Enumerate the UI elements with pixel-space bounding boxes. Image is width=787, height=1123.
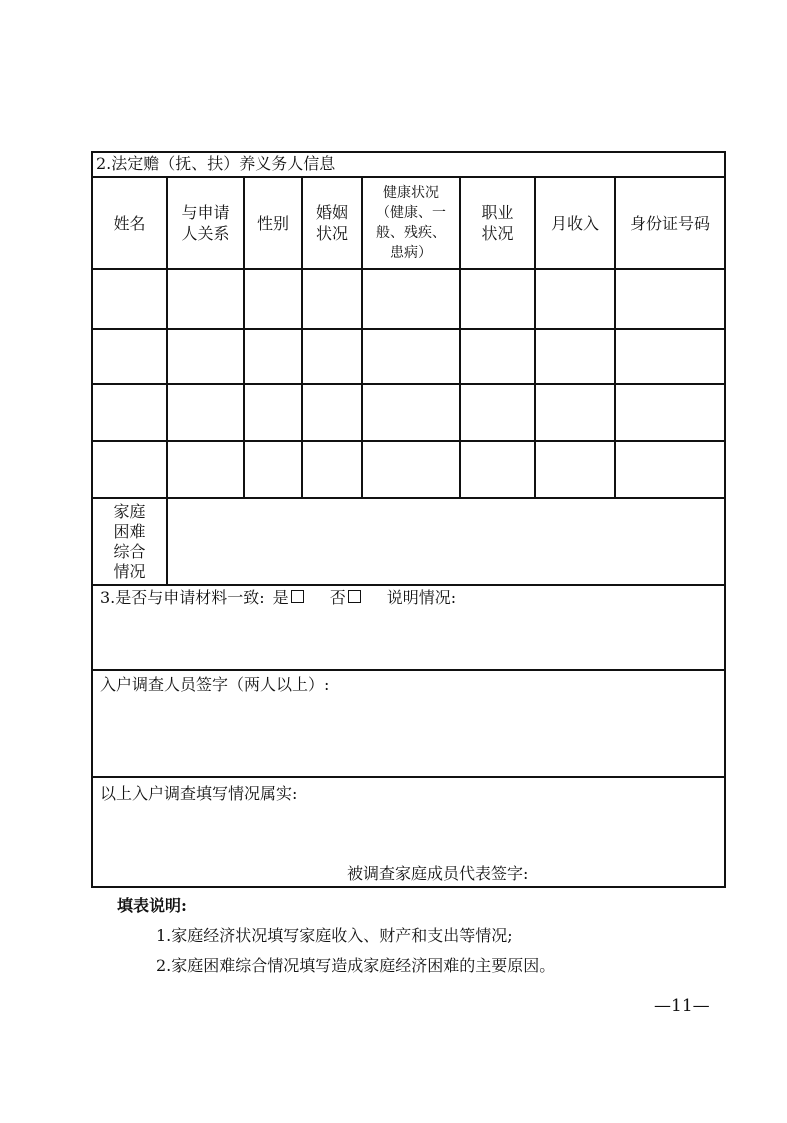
header-income: 月收入 xyxy=(550,213,599,233)
header-health: 健康状况 （健康、一 般、残疾、 患病） xyxy=(376,185,446,261)
page-number: —11— xyxy=(654,996,710,1016)
family-signature-label: 被调查家庭成员代表签字: xyxy=(347,864,529,883)
rule xyxy=(91,584,726,586)
note-item: 1.家庭经济状况填写家庭收入、财产和支出等情况; xyxy=(156,926,513,945)
rule xyxy=(91,776,726,778)
section-2-title: 2.法定赡（抚、扶）养义务人信息 xyxy=(96,154,336,173)
table-row xyxy=(93,385,724,440)
rule xyxy=(91,669,726,671)
note-item: 2.家庭困难综合情况填写造成家庭经济困难的主要原因。 xyxy=(156,956,556,975)
header-marital: 婚姻 状况 xyxy=(315,203,348,243)
table-row xyxy=(93,270,724,328)
section-3-consistency xyxy=(100,588,456,608)
investigator-signature-field[interactable] xyxy=(93,700,724,776)
notes-title: 填表说明: xyxy=(117,896,187,915)
header-name: 姓名 xyxy=(113,213,146,233)
investigator-signature-label: 入户调查人员签字（两人以上）: xyxy=(100,675,330,694)
header-id-number: 身份证号码 xyxy=(629,213,710,233)
hardship-field[interactable] xyxy=(168,499,724,584)
table-row xyxy=(93,330,724,383)
header-gender: 性别 xyxy=(256,213,289,233)
no-checkbox[interactable] xyxy=(348,590,361,603)
table-row xyxy=(93,442,724,497)
yes-label: 是 xyxy=(272,588,289,607)
border-top xyxy=(91,151,726,153)
border-bottom xyxy=(91,886,726,888)
header-relation: 与申请 人关系 xyxy=(181,203,230,243)
section-3-prefix: 3.是否与申请材料一致: xyxy=(100,588,265,607)
explain-label: 说明情况: xyxy=(386,588,457,607)
yes-checkbox[interactable] xyxy=(291,590,304,603)
no-label: 否 xyxy=(329,588,346,607)
header-occupation: 职业 状况 xyxy=(481,203,514,243)
confirm-label: 以上入户调查填写情况属实: xyxy=(100,784,298,803)
hardship-label: 家庭 困难 综合 情况 xyxy=(113,501,146,581)
border-right xyxy=(724,151,726,888)
